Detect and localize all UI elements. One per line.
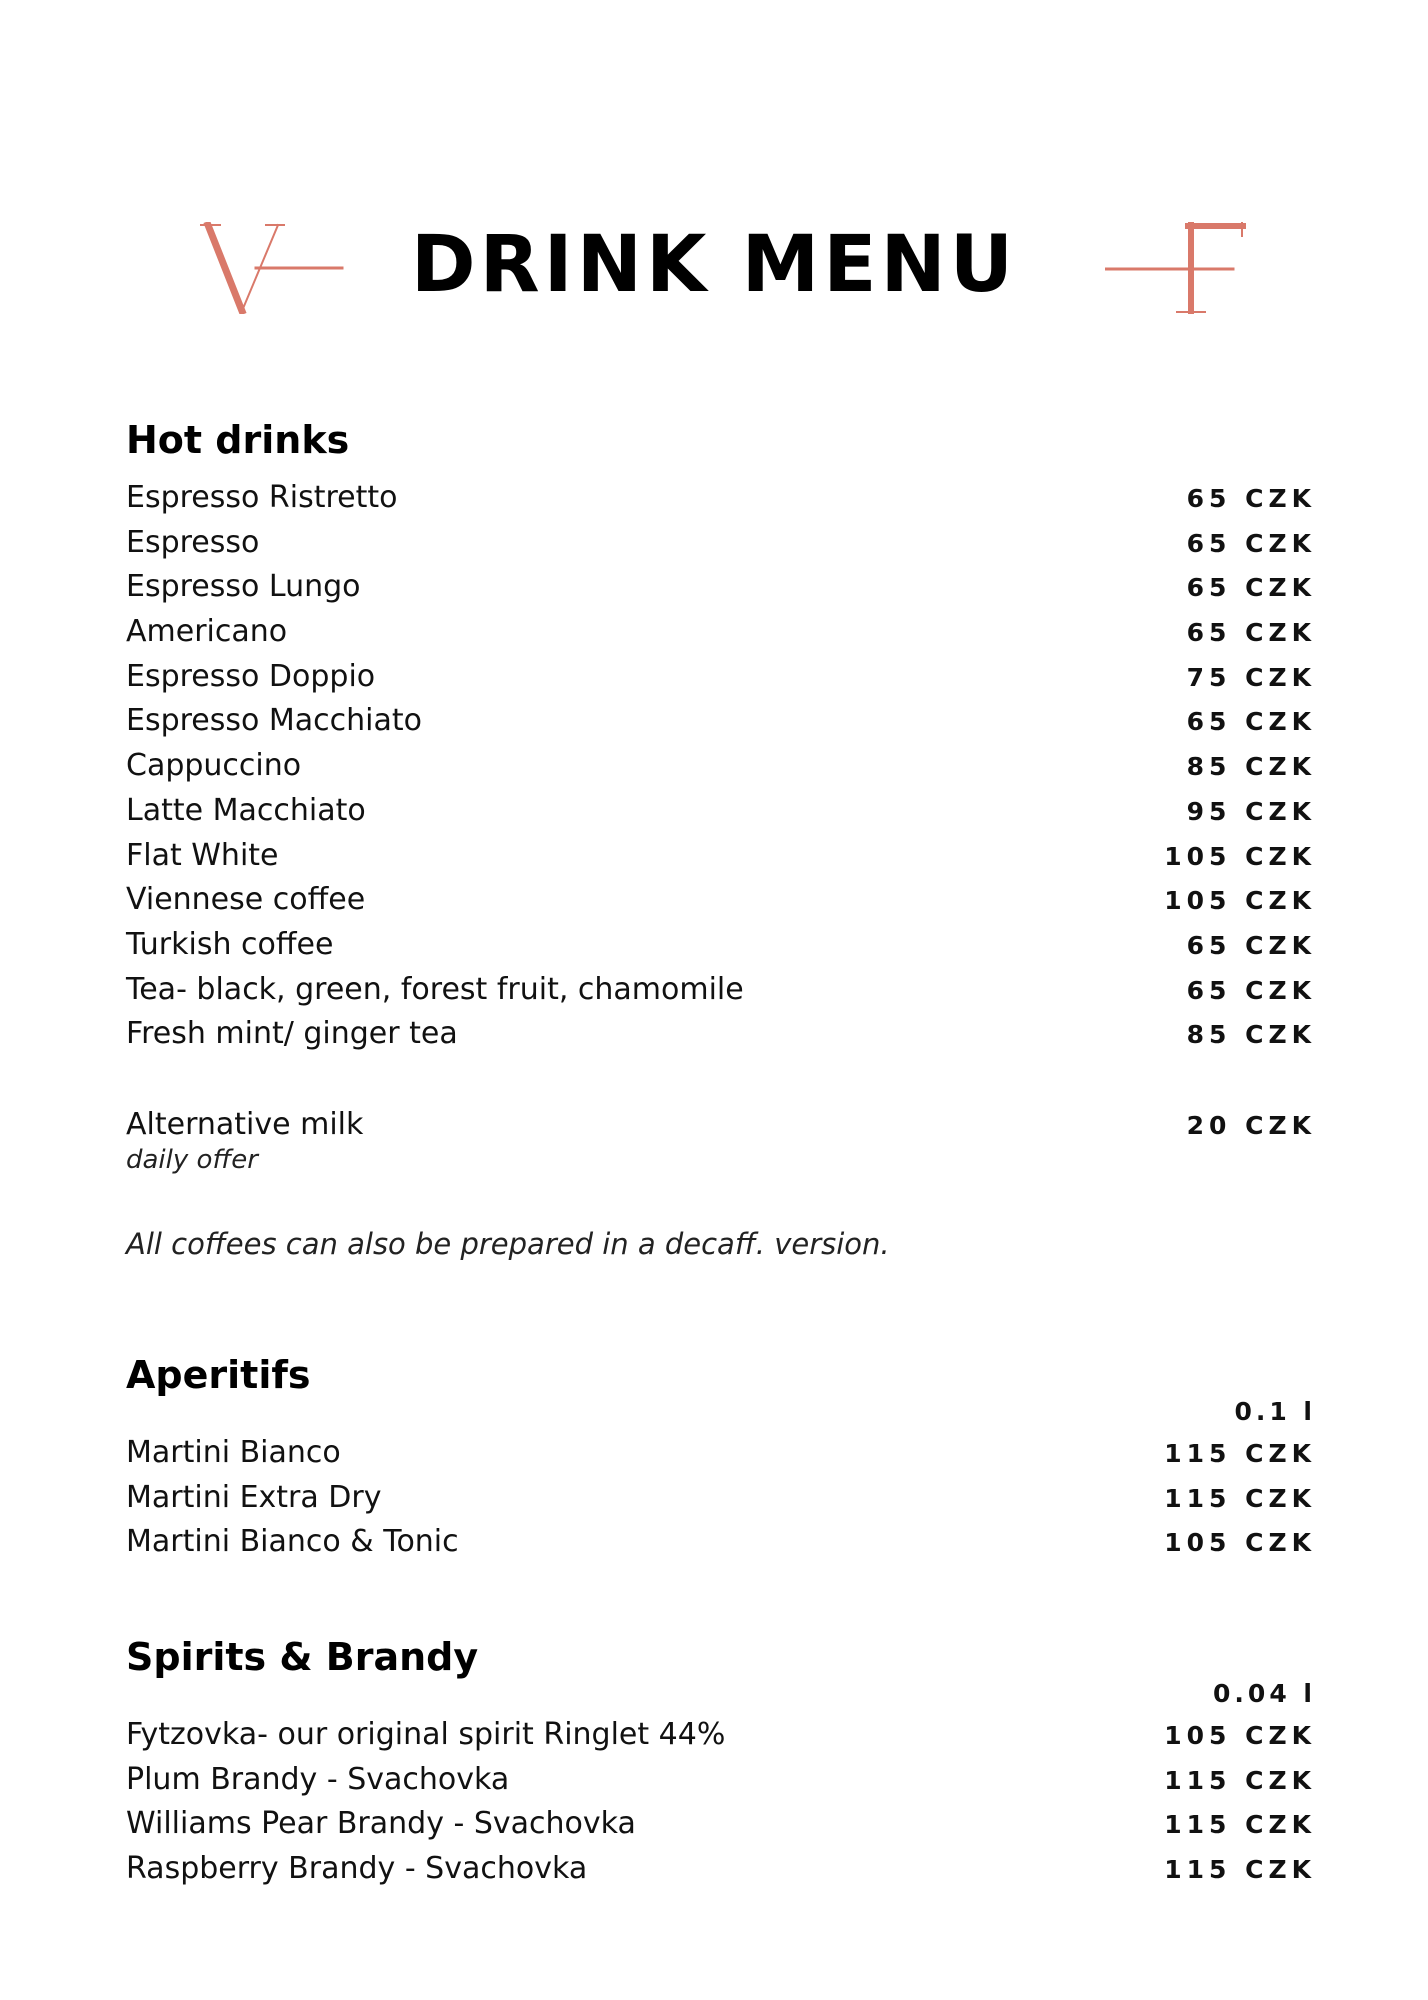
item-name: Raspberry Brandy - Svachovka: [126, 1851, 588, 1887]
menu-item: [126, 972, 1316, 1017]
spirits-list: [126, 1717, 1316, 1896]
decaf-note: All coffees can also be prepared in a decaff. version.: [126, 1226, 890, 1261]
item-price: 65 CZK: [1186, 528, 1316, 558]
menu-item: [126, 614, 1316, 659]
item-name: Viennese coffee: [126, 882, 366, 918]
item-name: Cappuccino: [126, 748, 302, 784]
item-price: 65 CZK: [1186, 930, 1316, 960]
daily-offer-note: daily offer: [126, 1144, 258, 1175]
section-title-spirits: Spirits & Brandy: [126, 1635, 479, 1679]
item-name: Espresso Doppio: [126, 658, 376, 694]
menu-item: [126, 1480, 1316, 1525]
aperitifs-list: [126, 1435, 1316, 1569]
serving-size-label: 0.04 l: [1213, 1679, 1316, 1708]
menu-item: [126, 703, 1316, 748]
spirits-section: [126, 1627, 1316, 1896]
menu-item: [126, 525, 1316, 570]
item-name: Turkish coffee: [126, 926, 334, 962]
menu-item: [126, 1806, 1316, 1851]
menu-item: [126, 1762, 1316, 1807]
item-price: 105 CZK: [1164, 841, 1316, 871]
f-monogram-icon: [1105, 222, 1251, 314]
alternative-milk-item: [126, 1107, 1316, 1175]
item-name: Tea- black, green, forest fruit, chamomile: [126, 971, 744, 1007]
menu-item: [126, 748, 1316, 793]
menu-item: [126, 882, 1316, 927]
hot-drinks-list: [126, 480, 1316, 1061]
item-price: 65 CZK: [1186, 975, 1316, 1005]
menu-item: [126, 1717, 1316, 1762]
menu-item: [126, 793, 1316, 838]
item-price: 105 CZK: [1164, 886, 1316, 916]
item-name: Martini Extra Dry: [126, 1479, 382, 1515]
item-price: 115 CZK: [1164, 1855, 1316, 1885]
menu-item: [126, 1435, 1316, 1480]
menu-item: [126, 1107, 1316, 1145]
item-price: 115 CZK: [1164, 1810, 1316, 1840]
serving-size-label: 0.1 l: [1234, 1397, 1316, 1426]
menu-item: [126, 1016, 1316, 1061]
menu-item: [126, 569, 1316, 614]
item-name: Fresh mint/ ginger tea: [126, 1016, 458, 1052]
item-price: 75 CZK: [1186, 662, 1316, 692]
menu-item: [126, 480, 1316, 525]
page-header: [0, 200, 1428, 330]
item-price: 65 CZK: [1186, 573, 1316, 603]
item-price: 85 CZK: [1186, 752, 1316, 782]
item-price: 85 CZK: [1186, 1020, 1316, 1050]
menu-item: [126, 659, 1316, 704]
item-price: 20 CZK: [1186, 1110, 1316, 1140]
item-name: Williams Pear Brandy - Svachovka: [126, 1806, 636, 1842]
item-name: Latte Macchiato: [126, 792, 366, 828]
menu-item: [126, 1524, 1316, 1569]
item-price: 115 CZK: [1164, 1765, 1316, 1795]
menu-item: [126, 1851, 1316, 1896]
section-title-hot-drinks: Hot drinks: [126, 418, 350, 462]
item-name: Flat White: [126, 837, 279, 873]
item-price: 115 CZK: [1164, 1439, 1316, 1468]
item-name: Espresso Ristretto: [126, 480, 398, 515]
item-price: 95 CZK: [1186, 796, 1316, 826]
item-price: 115 CZK: [1164, 1483, 1316, 1513]
menu-item: [126, 927, 1316, 972]
item-name: Americano: [126, 614, 288, 650]
section-title-aperitifs: Aperitifs: [126, 1353, 311, 1397]
item-price: 105 CZK: [1164, 1721, 1316, 1750]
item-price: 65 CZK: [1186, 707, 1316, 737]
item-name: Alternative milk: [126, 1106, 364, 1142]
item-name: Espresso: [126, 524, 260, 560]
item-price: 65 CZK: [1186, 618, 1316, 648]
item-price: 65 CZK: [1186, 484, 1316, 513]
hot-drinks-section: [126, 410, 1316, 1261]
menu-item: [126, 838, 1316, 883]
item-name: Fytzovka- our original spirit Ringlet 44%: [126, 1717, 726, 1752]
aperitifs-section: [126, 1345, 1316, 1569]
page-title: DRINK MENU: [410, 220, 1018, 310]
item-name: Espresso Macchiato: [126, 703, 423, 739]
item-name: Martini Bianco & Tonic: [126, 1524, 459, 1560]
item-price: 105 CZK: [1164, 1528, 1316, 1558]
item-name: Martini Bianco: [126, 1435, 341, 1470]
item-name: Espresso Lungo: [126, 569, 361, 605]
item-name: Plum Brandy - Svachovka: [126, 1761, 510, 1797]
